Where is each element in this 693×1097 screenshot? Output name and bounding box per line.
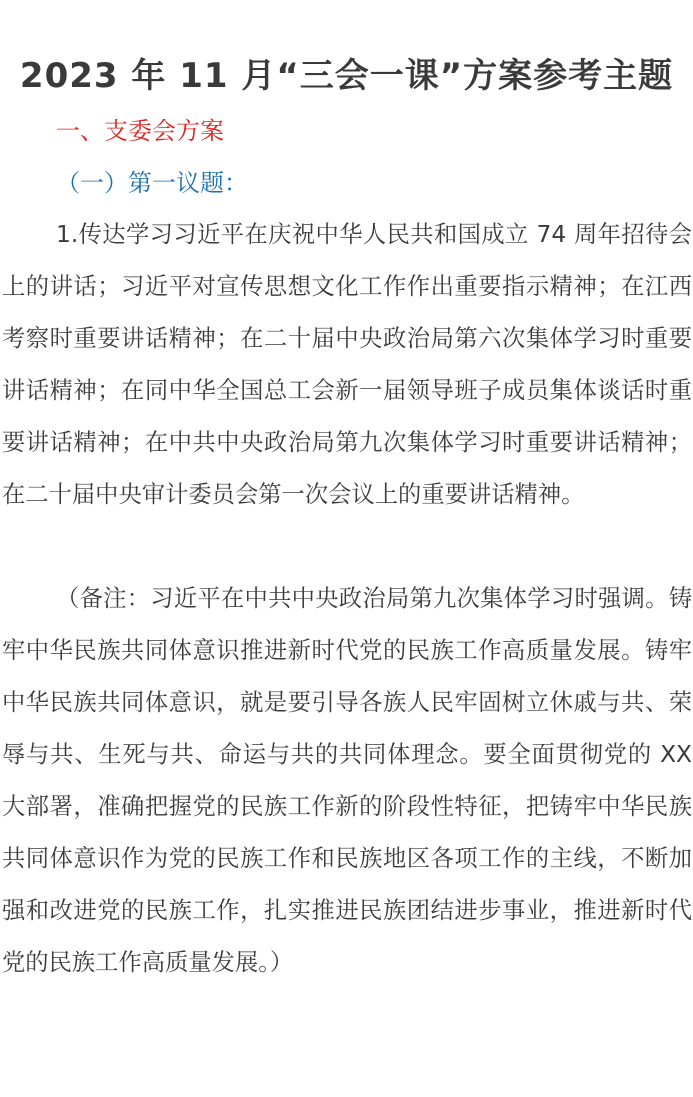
document-title: 2023 年 11 月“三会一课”方案参考主题 <box>19 55 674 96</box>
body-paragraph-1: 1.传达学习习近平在庆祝中华人民共和国成立 74 周年招待会上的讲话；习近平对宣传思想文化工作作出重要指示精神；在江西考察时重要讲话精神；在二十届中央政治局第六次集体学习时重要讲话精神；在同中华全国总工会新一届领导班子成员集体谈话时重要讲话精神；在中共中央政治局第九次集体学习时重要讲话精神；在二十届中央审计委员会第一次会议上的重要讲话精神。 <box>2 221 692 508</box>
section-heading: 一、支委会方案 <box>56 117 224 145</box>
sub-heading: （一）第一议题： <box>56 169 248 197</box>
body-paragraph-note: （备注：习近平在中共中央政治局第九次集体学习时强调。铸牢中华民族共同体意识推进新时代党的民族工作高质量发展。铸牢中华民族共同体意识，就是要引导各族人民牢固树立休戚与共、荣辱与共、生死与共、命运与共的共同体理念。要全面贯彻党的 XX 大部署，准确把握党的民族工作新的阶段性特征，把铸牢中华民族共同体意识作为党的民族工作和民族地区各项工作的主线，不断加强和改进党的民族工作，扎实推进民族团结进步事业，推进新时代党的民族工作高质量发展。） <box>2 585 692 976</box>
